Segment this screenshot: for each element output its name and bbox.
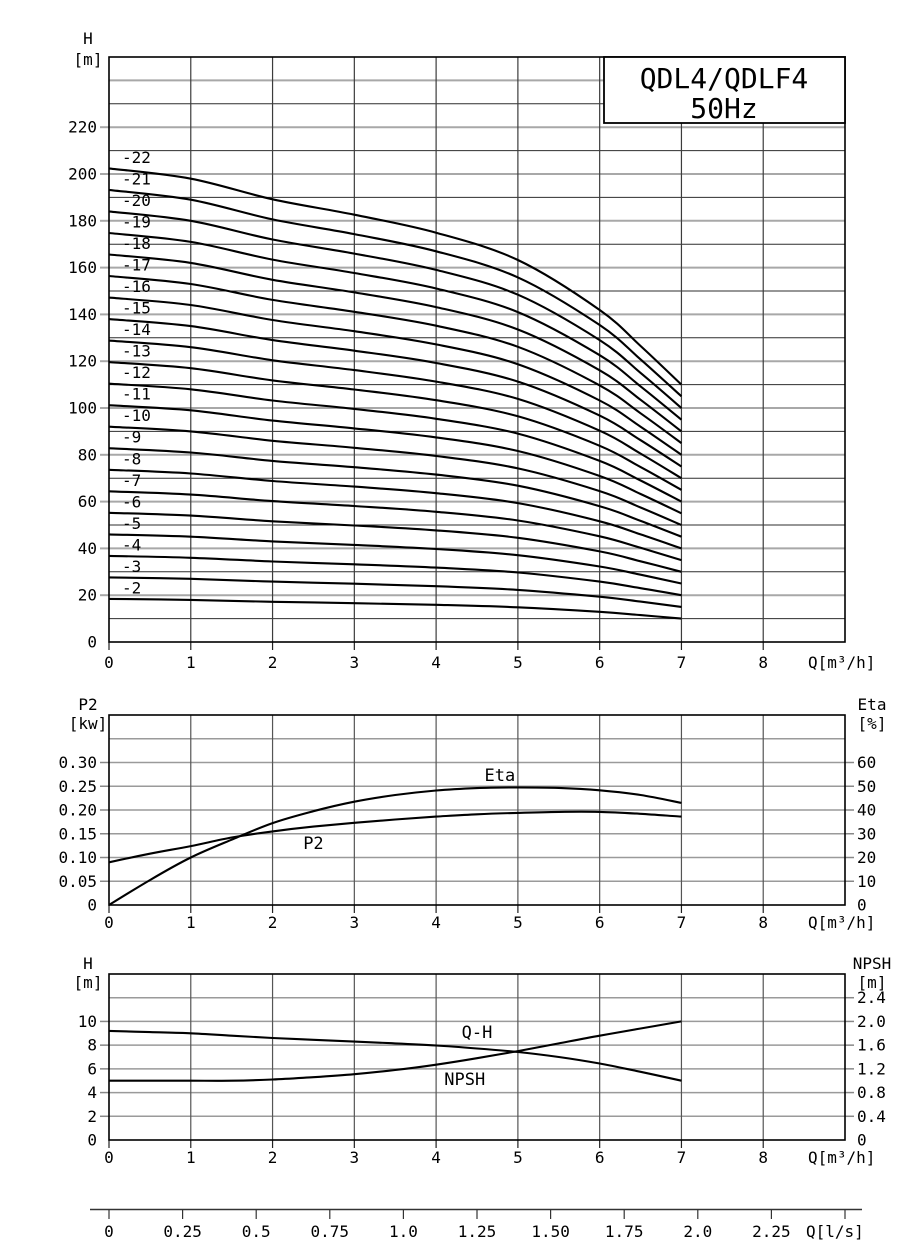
x-tick-label: 8 (758, 653, 769, 672)
curve--6 (109, 513, 681, 572)
curve-label--3: -3 (122, 556, 142, 576)
y-tick-label-right: 1.2 (857, 1059, 886, 1079)
x-tick-label: 6 (594, 653, 605, 672)
curve-label--17: -17 (122, 255, 151, 275)
curve-label--10: -10 (122, 406, 151, 426)
curve-label-eta: Eta (484, 766, 516, 786)
qh-npsh-chart-border (109, 974, 845, 1140)
x-tick-label: 3 (349, 913, 360, 932)
curve-label--18: -18 (122, 233, 151, 253)
x-tick-label: 1 (185, 1148, 196, 1167)
y-tick-label-right: 0.8 (857, 1083, 886, 1103)
curve-label--9: -9 (122, 427, 142, 447)
x-tick-label: 7 (676, 653, 687, 672)
left-axis-label: H (83, 954, 93, 973)
right-axis-label: Eta (857, 695, 887, 714)
y-tick-label-right: 40 (857, 800, 877, 820)
y-tick-label: 160 (68, 258, 97, 278)
y-tick-label-left: 0.25 (58, 776, 97, 796)
lps-axis-unit: Q[l/s] (806, 1222, 864, 1241)
head-chart (68, 29, 875, 672)
curve-label--7: -7 (122, 470, 142, 490)
x-tick-label: 2 (267, 913, 278, 932)
y-tick-label-left: 0 (87, 1130, 97, 1150)
x-tick-label: 5 (513, 653, 523, 672)
curve--12 (109, 384, 681, 502)
x-tick-label: 1 (185, 913, 196, 932)
chart-title-line2: 50Hz (690, 92, 758, 125)
y-tick-label-right: 0.4 (857, 1106, 886, 1126)
x-axis-unit: Q[m³/h] (808, 653, 876, 672)
lps-tick-label: 0.25 (163, 1222, 202, 1241)
qh-npsh-chart (74, 954, 892, 1167)
y-tick-label-left: 0.20 (58, 800, 97, 820)
y-tick-label: 40 (77, 538, 97, 558)
curve-label--5: -5 (122, 513, 142, 533)
y-tick-label: 20 (77, 585, 97, 605)
x-tick-label: 7 (676, 913, 687, 932)
x-tick-label: 8 (758, 913, 769, 932)
right-axis-unit: [%] (857, 714, 887, 733)
head-plot-border (109, 57, 845, 642)
right-axis-unit: [m] (857, 973, 887, 992)
x-tick-label: 8 (758, 1148, 769, 1167)
curve-label-q-h: Q-H (461, 1023, 493, 1043)
y-tick-label-right: 0 (857, 1130, 867, 1150)
x-tick-label: 2 (267, 653, 278, 672)
x-tick-label: 0 (104, 653, 114, 672)
y-tick-label-left: 0.15 (58, 824, 97, 844)
y-tick-label-right: 20 (857, 848, 877, 867)
curve-label--11: -11 (122, 384, 151, 404)
y-tick-label-left: 0.10 (58, 848, 97, 867)
curve-label-p2: P2 (303, 834, 324, 854)
y-tick-label-right: 50 (857, 776, 877, 796)
x-tick-label: 1 (185, 653, 196, 672)
y-axis-unit: [m] (73, 50, 103, 69)
lps-tick-label: 2.25 (752, 1222, 791, 1241)
y-tick-label: 60 (77, 492, 97, 512)
curve-q-h (109, 1031, 681, 1081)
y-tick-label: 180 (68, 211, 97, 231)
y-tick-label-left: 6 (87, 1059, 97, 1079)
y-tick-label-left: 2 (87, 1106, 97, 1126)
y-tick-label: 100 (68, 398, 97, 418)
lps-axis (90, 1210, 864, 1242)
curve--2 (109, 599, 681, 619)
y-tick-label: 0 (87, 632, 97, 652)
right-axis-label: NPSH (852, 954, 892, 973)
y-tick-label-left: 0.30 (58, 753, 97, 772)
y-tick-label-right: 10 (857, 871, 877, 891)
lps-tick-label: 1.75 (604, 1222, 644, 1241)
curve-label--20: -20 (122, 190, 151, 210)
curve-label--21: -21 (122, 169, 151, 189)
curve-label--15: -15 (122, 298, 151, 318)
y-tick-label-left: 0 (87, 895, 97, 915)
y-tick-label-right: 60 (857, 753, 877, 772)
curve-label--8: -8 (122, 449, 142, 469)
curve--9 (109, 448, 681, 537)
curve-label--2: -2 (122, 578, 142, 598)
curve-label--14: -14 (122, 320, 151, 340)
y-tick-label-left: 0.05 (58, 871, 97, 891)
curve-label--16: -16 (122, 277, 151, 297)
lps-tick-label: 0.75 (310, 1222, 350, 1241)
curve-npsh (109, 1021, 681, 1080)
curve-label--13: -13 (122, 341, 151, 361)
curve-label--22: -22 (122, 147, 151, 167)
x-tick-label: 2 (267, 1148, 278, 1167)
x-axis-unit: Q[m³/h] (808, 1148, 876, 1167)
y-tick-label-left: 8 (87, 1035, 97, 1055)
x-tick-label: 6 (594, 1148, 605, 1167)
curve--4 (109, 556, 681, 598)
curve--10 (109, 427, 681, 525)
x-tick-label: 0 (104, 913, 114, 932)
left-axis-label: P2 (78, 695, 98, 714)
x-tick-label: 4 (431, 913, 441, 932)
curve-label--6: -6 (122, 492, 142, 512)
x-axis-unit: Q[m³/h] (808, 913, 876, 932)
y-axis-label: H (83, 29, 93, 48)
x-tick-label: 4 (431, 1148, 441, 1167)
y-tick-label-right: 2.4 (857, 988, 886, 1008)
curve--17 (109, 276, 681, 443)
y-tick-label-left: 4 (87, 1083, 97, 1103)
y-tick-label-left: 10 (77, 1011, 97, 1031)
curve-label--4: -4 (122, 535, 142, 555)
x-tick-label: 0 (104, 1148, 114, 1167)
curve-label--12: -12 (122, 363, 151, 383)
y-tick-label: 120 (68, 351, 97, 371)
left-axis-unit: [kw] (68, 714, 108, 733)
curve--20 (109, 211, 681, 408)
x-tick-label: 4 (431, 653, 441, 672)
chart-title-line1: QDL4/QDLF4 (639, 62, 809, 95)
x-tick-label: 7 (676, 1148, 687, 1167)
left-axis-unit: [m] (73, 973, 103, 992)
y-tick-label: 200 (68, 164, 97, 184)
x-tick-label: 3 (349, 1148, 360, 1167)
y-tick-label: 80 (77, 445, 97, 465)
lps-tick-label: 1.0 (388, 1222, 418, 1241)
x-tick-label: 3 (349, 653, 360, 672)
x-tick-label: 5 (513, 913, 523, 932)
x-tick-label: 5 (513, 1148, 523, 1167)
y-tick-label-right: 1.6 (857, 1035, 886, 1055)
x-tick-label: 6 (594, 913, 605, 932)
y-tick-label: 140 (68, 304, 97, 324)
lps-tick-label: 0 (104, 1222, 114, 1241)
power-efficiency-chart (58, 695, 886, 932)
lps-tick-label: 1.50 (531, 1222, 570, 1241)
y-tick-label-right: 0 (857, 895, 867, 915)
lps-tick-label: 0.5 (241, 1222, 271, 1241)
y-tick-label: 220 (68, 117, 97, 137)
curve-label-npsh: NPSH (444, 1070, 486, 1090)
y-tick-label-right: 2.0 (857, 1011, 886, 1031)
lps-tick-label: 1.25 (457, 1222, 497, 1241)
lps-tick-label: 2.0 (683, 1222, 713, 1241)
curve-label--19: -19 (122, 212, 151, 232)
y-tick-label-right: 30 (857, 824, 877, 844)
